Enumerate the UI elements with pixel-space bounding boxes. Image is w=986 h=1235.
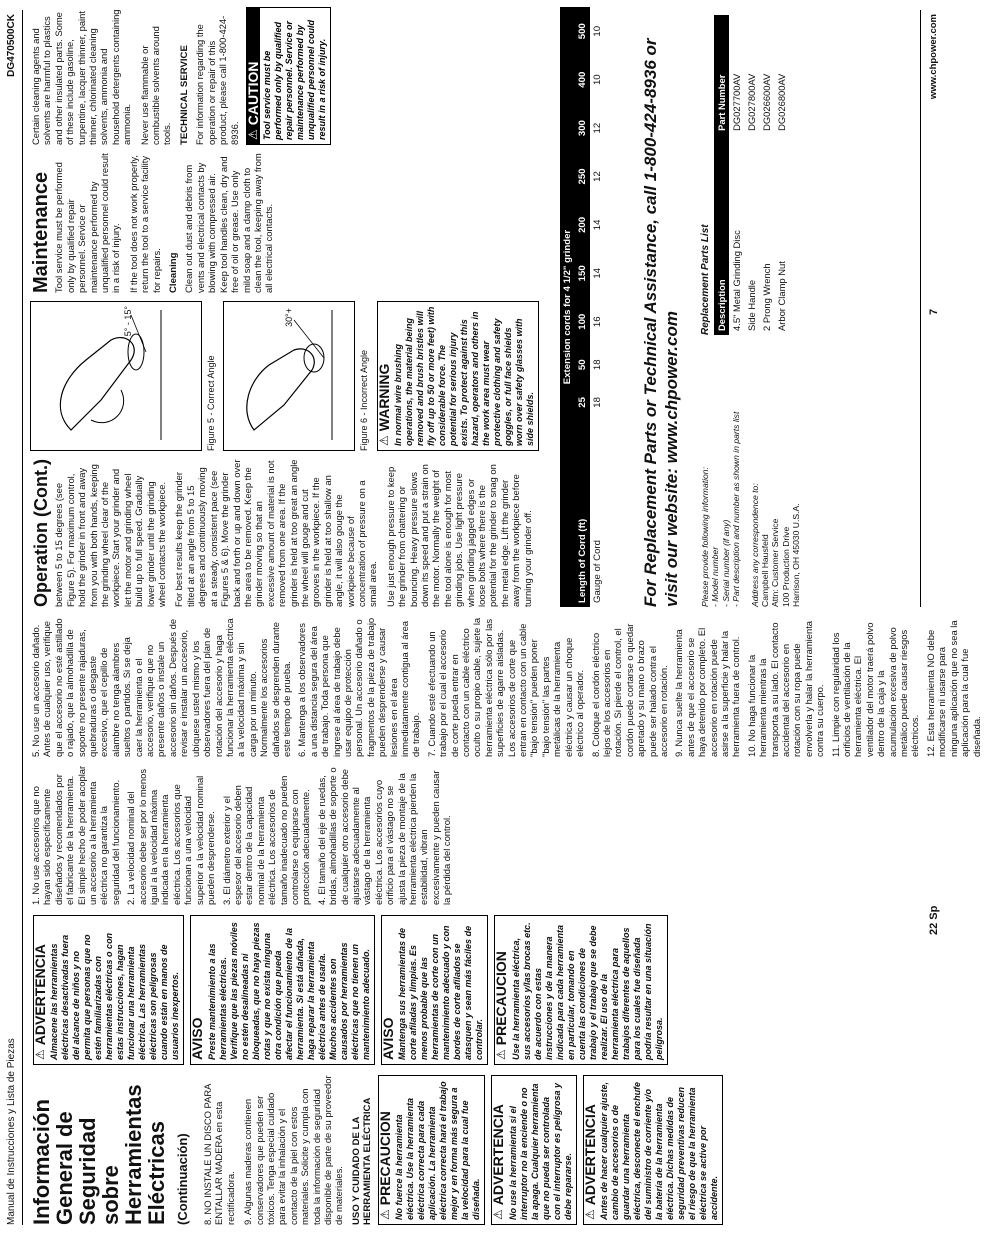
parts-desc-header: Description	[714, 135, 729, 335]
spanish-col-1	[30, 1075, 729, 1225]
provide-info-title: Please provide following information:	[700, 467, 710, 607]
spanish-item-8: 8. NO INSTALE UN DISCO PARA ENTALLAR MADERA en esta rectificadora.	[202, 1084, 236, 1225]
cleaning-para: Clean out dust and debris from vents and electrical contacts by blowing with compressed air. Keep tool handles clean, dry and free of oil or grease. Use only mild soap and a damp cloth to clean the tool, keeping away from all electrical contacts.	[183, 153, 275, 293]
figure-6-caption: Figure 6 - Incorrect Angle	[359, 349, 370, 451]
technical-service-title: TECHNICAL SERVICE	[178, 45, 190, 145]
warning-triangle-icon: ⚠	[377, 1209, 392, 1220]
replacement-parts-banner: For Replacement Parts or Technical Assistance, call 1-800-424-8936 or visit our website: www.chpower.com	[641, 38, 681, 607]
precaucion-box-2: ⚠ PRECAUCION Use la herramienta eléctrica, sus accesorios y/las brocas etc. de acuerdo con estas instrucciones y de la manera indicada para cada herramienta en particular, tomando en cuenta las condiciones de trabajo y el trabajo que se debe realizar. El uso de la herramienta eléctrica para trabajos diferentes de aquellos para los cuales fue diseñada podría resultar en una situación peligrosa.	[494, 915, 667, 1065]
provide-info-item: - Part description and number as shown in parts list	[731, 411, 742, 607]
maintenance-para: If the tool does not work properly, return the tool to a service facility for repairs.	[127, 155, 162, 293]
warning-triangle-icon: ⚠	[494, 1049, 509, 1060]
english-col-2	[30, 301, 545, 451]
manual-title-header: Manual de Instrucciones y Lista de Piezas	[6, 1038, 17, 1225]
footer-rule	[920, 10, 921, 607]
spanish-list-item: 4. El tamaño del eje de ruedas, bridas, almohadillas de soporte o de cualquier otro accesorio debe ajustarse adecuadamente al vástago de la herramienta eléctrica. Los accesorios cuyo orificio para el vástago no se ajusta la pieza de montaje de la herramienta eléctrica pierden la estabilidad, vibran excesivamente y pueden causar la pérdida del control.	[315, 767, 453, 905]
cord-length-cell: 500	[575, 7, 590, 55]
cord-gauge-cell: 18	[592, 397, 603, 408]
model-number: DG470500CK	[6, 14, 17, 77]
english-col-4	[30, 7, 337, 145]
cord-gauge-cell: 16	[592, 316, 603, 328]
address-line: Attn: Customer Service	[770, 518, 781, 607]
address-line: Campbell Hausfeld	[760, 534, 771, 607]
cord-length-cell: 400	[575, 55, 590, 103]
parts-list	[700, 15, 789, 335]
cord-length-cell: 100	[575, 298, 590, 346]
operation-para: between 5 to 15 degrees (see Figure 5). For maximum control, hold the grinder in front and away from you with both hands, keeping the grinding wheel clear of the workpiece. Start your grinder and let the motor and grinding wheel build up to full speed. Gradually lower grinder until the grinding wheel contacts the workpiece.	[53, 464, 168, 607]
cord-length-cell: 150	[575, 249, 590, 297]
operation-para: Use just enough pressure to keep the grinder from chattering or bouncing. Heavy pressure slows down its speed and put a strain on the motor. Normally the weight of the tool alone is enough for most grinding jobs. Use light pressure when grinding jagged edges or loose bolts where there is the potential for the grinder to snag on the metal edge. Lift the grinder away from the workpiece before turning your grinder off.	[384, 464, 533, 607]
spanish-list-item: 1. No use accesorios que no hayan sido específicamente diseñados y recomendados por el fabricante de la herramienta. El simple hecho de poder acoplar un accesorio a la herramienta eléctrica no garantiza la seguridad del funcionamiento.	[30, 765, 121, 905]
spanish-list-item: 7. Cuando esté efectuando un trabajo por el cual el accesorio de corte pueda entrar en contacto con un cable eléctrico oculto o su propio cable, sujete la herramienta eléctrica sólo por las superficies de agarre aisladas. Los accesorios de corte que entran en contacto con un cable "bajo tensión" pueden poner "bajo tensión" las partes metálicas de la herramienta eléctrica y causar un choque eléctrico al operador.	[425, 617, 586, 757]
spanish-list-item: 10. No haga funcionar la herramienta mientras la transporta a su lado. El contacto accidental del accesorio en rotación con su ropa puede envolverla y halar la herramienta contra su cuerpo.	[745, 620, 826, 757]
table-row: 4.5" Metal Grinding Disc DG027700AV	[731, 73, 742, 331]
cord-length-cell: 25	[575, 384, 590, 422]
precaucion-box: ⚠ PRECAUCION No fuerce la herramienta eléctrica. Use la herramienta eléctrica correcta para cada aplicación. La herramienta eléctrica correcta hará el trabajo mejor y en forma más segura a la velocidad para la cual fue diseñada.	[378, 1075, 485, 1225]
table-row: Arbor Clamp Nut DG026800AV	[776, 73, 787, 331]
provide-info-item: - Serial number (if any)	[720, 519, 731, 607]
cord-length-cell: 200	[575, 201, 590, 249]
spanish-list-item: 5. No use un accesorio dañado. Antes de cualquier uso, verifique que el accesorio no esté astillado o rajado, que la almohadilla de soporte no presente rajaduras, quebraduras o desgaste excesivo, que el cepillo de alambre no tenga alambres sueltos o partidos. Si se deja caer la herramienta o el accesorio, verifique que no presente daños o instale un accesorio sin daños. Después de revisar e instalar un accesorio, ubíquese usted mismo y los observadores fuera del plan de rotación del accesorio y haga funcionar la herramienta eléctrica a la velocidad máxima y sin carga por un minuto. Normalmente los accesorios dañados se desprenden durante este tiempo de prueba.	[30, 618, 292, 757]
spanish-list-item: 2. La velocidad nominal del accesorio debe ser por lo menos igual a la velocidad máxima indicada en la herramienta eléctrica. Los accesorios que funcionan a una velocidad superior a la velocidad nominal pueden desprenderse.	[125, 768, 217, 905]
spanish-list-item: 11. Limpie con regularidad los orificios de ventilación de la herramienta eléctrica. El ventilador del motor traerá polvo dentro de la caja y la acumulación excesiva de polvo metálico puede causar riesgos eléctricos.	[829, 622, 921, 757]
aviso-box-1: AVISO Preste mantenimiento a las herramientas eléctricas. Verifique que las piezas móviles no estén desalineadas ni bloqueadas, que no haya piezas rotas y que no exista ninguna otra condición que pueda afectar el funcionamiento de la herramienta. Si está dañada, haga reparar la herramienta eléctrica antes de usarla. Muchos accidentes son causados por herramientas eléctricas que no tienen un mantenimiento adecuado.	[190, 915, 374, 1065]
spanish-col-2	[30, 915, 674, 1065]
warning-triangle-icon: ⚠	[245, 129, 260, 140]
spanish-item-9: 9. Algunas maderas contienen conservadores que pueden ser tóxicos. Tenga especial cuidado para evitar la inhalación y el contacto de la piel con estos materiales. Solicite y cumpla con toda la información de seguridad disponible de parte de su proveedor de materiales.	[242, 1075, 345, 1225]
address-line: Harrison, OH 45030 U.S.A.	[791, 503, 802, 607]
spanish-list-item: 9. Nunca suelte la herramienta antes de que el accesorio se haya detenido por completo. El accesorio en rotación puede asirse a la superficie y halar la herramienta fuera de control.	[673, 627, 742, 757]
grinder-correct-angle-icon	[31, 302, 199, 450]
spanish-col-3	[30, 765, 457, 905]
cord-gauge-label: Gauge of Cord	[592, 540, 603, 603]
spanish-list-item: 3. El diámetro exterior y el espesor del accesorio deben estar dentro de la capacidad nominal de la herramienta eléctrica. Los accesorios de tamaño inadecuado no pueden controlarse o equiparse con protección adecuadamente.	[220, 775, 312, 905]
parts-num-header: Part Number	[714, 15, 729, 135]
parts-list-title: Replacement Parts List	[700, 224, 711, 335]
table-row: 2 Prong Wrench DG026600AV	[761, 73, 772, 331]
warning-triangle-icon: ⚠	[33, 1049, 47, 1060]
fig6-angle-label: 30°+	[284, 308, 295, 327]
english-col-3	[30, 153, 281, 293]
figure-5-caption: Figure 5 - Correct Angle	[206, 355, 216, 451]
cord-length-cell: 300	[575, 104, 590, 152]
fig5-angle-label: 5° - 15°	[123, 306, 133, 337]
table-row: Side Handle DG027800AV	[746, 73, 757, 331]
cord-gauge-cell: 14	[592, 219, 603, 231]
address-title: Address any correspondence to:	[749, 483, 760, 607]
cord-gauge-cell: 10	[592, 25, 603, 37]
spanish-list-item: 6. Mantenga a los observadores a una distancia segura del área de trabajo. Toda persona que ingrese al área de trabajo debe usar equipo de protección personal. Un accesorio dañado o fragmentos de la pieza de trabajo pueden desprenderse y causar lesiones en el área inmediatamente contigua al área de trabajo.	[296, 617, 422, 757]
page-number-right: 7	[928, 308, 940, 315]
technical-service-text: For information regarding the operation or repair of this product, please call 1-800-424-8936.	[194, 15, 240, 145]
aviso-box-2: AVISO Mantenga sus herramientas de corte afiladas y limpias. Es menos probable que las herramientas de corte con un mantenimiento adecuado y con bordes de corte afilados se atasquen y sean más fáciles de controlar.	[381, 915, 488, 1065]
extension-cord-table	[560, 7, 605, 607]
maintenance-title: Maintenance	[30, 171, 52, 293]
cleaning-para: Certain cleaning agents and solvents are harmful to plastics and other insulated parts. Some of these include gasoline, turpentine, lacquer thinner, paint thinner, chlorinated cleaning solvents, ammonia and household detergents containing ammonia.	[30, 9, 133, 145]
cord-gauge-cell: 12	[592, 122, 603, 134]
caution-box: ⚠ CAUTION Tool service must be performed only by qualified repair personnel. Service or maintenance performed by unqualified personnel could result in a risk of injury.	[246, 7, 331, 145]
warning-box: ⚠ WARNING In normal wire brushing operations, the material being removed and brush bristles will fly off up to 50 or more feet) with considerable force. The potential for serious injury exists. To protect against this hazard, operators and others in the work area must wear protective clothing and safety goggles, or full face shields worn over safety glasses with side shields.	[377, 301, 539, 451]
spanish-list-item: 12. Esta herramienta NO debe modificarse ni usarse para ninguna aplicación que no sea la aplicación para la cual fue diseñada.	[924, 620, 982, 757]
provide-info-item: - Model number	[710, 546, 721, 607]
provide-info-block	[700, 347, 802, 607]
warning-triangle-icon: ⚠	[376, 435, 391, 446]
header-rule	[22, 10, 23, 1225]
address-line: 100 Production Drive	[780, 526, 791, 607]
figure-6	[223, 301, 355, 451]
cord-gauge-cell: 14	[592, 267, 603, 279]
figure-5	[30, 301, 202, 451]
english-col-1	[30, 459, 539, 607]
advertencia-box-2: ⚠ ADVERTENCIA Antes de hacer cualquier ajuste, cambio de accesorios o de guardar una herramienta eléctrica, desconecte el enchufe del suministro de corriente y/o la batería de la herramienta eléctrica. Dichas medidas de seguridad preventivas reducen el riesgo de que la herramienta eléctrica se active por accidente.	[583, 1075, 723, 1225]
advertencia-box-3: ⚠ ADVERTENCIA Almacene las herramientas eléctricas desactivadas fuera del alcance de niños y no permita que personas que no estén familiarizadas con herramientas eléctricas o con estas instrucciones, hagan funcionar una herramienta eléctrica. Las herramientas eléctricas son peligrosas cuando están en manos de usuarios inexpertos.	[33, 915, 184, 1065]
cleaning-para: Never use flammable or combustible solvents around tools.	[138, 26, 173, 145]
spanish-title: Información General de Seguridad sobre Herramientas Eléctricas (Continuación)	[29, 1084, 190, 1225]
cord-gauge-cell: 12	[592, 171, 603, 182]
cord-gauge-cell: 18	[592, 359, 603, 371]
cord-gauge-cell: 10	[592, 74, 603, 86]
cord-length-label: Length of Cord (ft)	[575, 421, 590, 607]
advertencia-box-1: ⚠ ADVERTENCIA No use la herramienta si el interruptor no la enciende o no la apaga. Cualquier herramienta que no pueda ser controlada con el interruptor es peligrosa y debe repararse.	[491, 1075, 576, 1225]
cord-table-title: Extension cords for 4 1/2" grinder	[560, 7, 575, 607]
use-care-heading: USO Y CUIDADO DE LA HERRAMIENTA ELÉCTRICA	[350, 1097, 374, 1225]
spanish-list-item: 8. Coloque el cordón eléctrico lejos de los accesorios en rotación. Si pierde el control, el cordón puede cortarse o quedar apretado y su mano o brazo puede ser halado contra el accesorio en rotación.	[589, 623, 669, 757]
cord-length-cell: 50	[575, 346, 590, 384]
cord-length-cell: 250	[575, 152, 590, 200]
maintenance-para: Tool service must be performed only by qualified repair personnel. Service or maintenance performed by unqualified personnel could result in a risk of injury.	[53, 153, 122, 293]
operation-title: Operation (Cont.)	[31, 459, 51, 607]
operation-para: For best results keep the grinder tilted at an angle from 5 to 15 degrees and continuously moving at a steady, consistent pace (see Figures 5 & 6). Move the grinder back and forth or up and down over the area to be removed. Keep the grinder moving so that an excessive amount of material is not removed from one area. If the grinder is held at too great an angle the wheel will gouge and cut grooves in the workpiece. If the grinder is held at too shallow an angle, it will also gouge the workpiece because of concentration of pressure on a small area.	[173, 459, 379, 607]
page-number-left: 22 Sp	[928, 905, 940, 935]
spanish-col-4	[30, 617, 986, 757]
warning-triangle-icon: ⚠	[582, 1209, 597, 1220]
website-link[interactable]: www.chpower.com	[928, 14, 939, 100]
warning-triangle-icon: ⚠	[491, 1209, 506, 1220]
cleaning-title: Cleaning	[168, 252, 180, 293]
